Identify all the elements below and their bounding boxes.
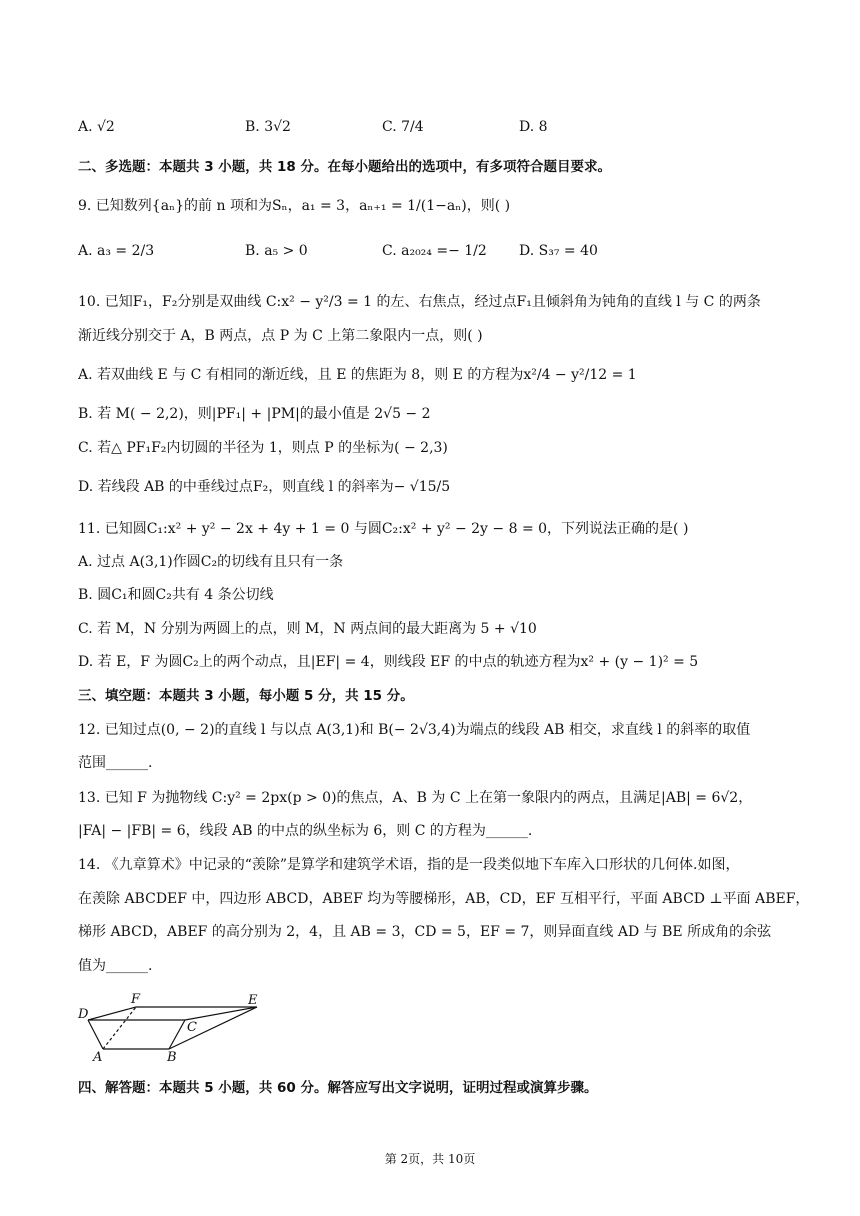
yanchu-solid-figure [76, 990, 276, 1062]
page-footer: 第 2页，共 10页 [384, 1152, 476, 1166]
q9-option-c: C. a₂₀₂₄ =− 1/2 [382, 243, 487, 259]
q8-option-b: B. 3√2 [245, 119, 291, 135]
vertex-label-a: A [93, 1050, 103, 1062]
q9-option-a: A. a₃ = 2/3 [78, 243, 155, 259]
q11-option-c: C. 若 M，N 分别为两圆上的点，则 M，N 两点间的最大距离为 5 + √10 [78, 621, 537, 637]
vertex-label-b: B [167, 1050, 177, 1062]
q8-option-c: C. 7/4 [382, 119, 424, 135]
q11-option-a: A. 过点 A(3,1)作圆C₂的切线有且只有一条 [78, 554, 344, 570]
q8-option-d: D. 8 [519, 119, 548, 135]
q11-option-b: B. 圆C₁和圆C₂共有 4 条公切线 [78, 587, 274, 603]
q9-option-b: B. a₅ > 0 [245, 243, 308, 259]
question-12-line2: 范围______. [78, 755, 153, 771]
q10-option-c: C. 若△ PF₁F₂内切圆的半径为 1，则点 P 的坐标为( − 2,3) [78, 440, 448, 456]
edge-da [88, 1020, 103, 1049]
vertex-label-f: F [131, 992, 141, 1007]
question-13-line2: |FA| − |FB| = 6，线段 AB 的中点的纵坐标为 6，则 C 的方程为______. [78, 823, 533, 839]
edge-df [88, 1007, 136, 1020]
q11-option-d: D. 若 E，F 为圆C₂上的两个动点，且|EF| = 4，则线段 EF 的中点的轨迹方程为x² + (y − 1)² = 5 [78, 654, 699, 670]
question-14-line1: 14. 《九章算术》中记录的“羡除”是算学和建筑学术语，指的是一段类似地下车库入口形状的几何体.如图， [78, 857, 740, 873]
vertex-label-d: D [78, 1007, 89, 1022]
vertex-label-e: E [248, 993, 258, 1008]
q10-option-a: A. 若双曲线 E 与 C 有相同的渐近线，且 E 的焦距为 8，则 E 的方程为x²/4 − y²/12 = 1 [78, 367, 637, 383]
q9-option-d: D. S₃₇ = 40 [519, 243, 598, 259]
q10-option-d: D. 若线段 AB 的中垂线过点F₂，则直线 l 的斜率为− √15/5 [78, 479, 451, 495]
question-12-line1: 12. 已知过点(0, − 2)的直线 l 与以点 A(3,1)和 B(− 2√3,4)为端点的线段 AB 相交，求直线 l 的斜率的取值 [78, 722, 751, 738]
question-13-line1: 13. 已知 F 为抛物线 C:y² = 2px(p > 0)的焦点，A、B 为 C 上在第一象限内的两点，且满足|AB| = 6√2， [78, 790, 753, 806]
question-9-stem: 9. 已知数列{aₙ}的前 n 项和为Sₙ，a₁ = 3，aₙ₊₁ = 1/(1−aₙ)，则( ) [78, 198, 511, 214]
question-10-stem-line2: 渐近线分别交于 A，B 两点，点 P 为 C 上第二象限内一点，则( ) [78, 328, 483, 344]
section-heading-solutions: 四、解答题：本题共 5 小题，共 60 分。解答应写出文字说明，证明过程或演算步骤。 [78, 1080, 598, 1096]
q8-option-a: A. √2 [78, 119, 115, 135]
question-14-line4: 值为______. [78, 958, 153, 974]
section-heading-fill-in: 三、填空题：本题共 3 小题，每小题 5 分，共 15 分。 [78, 688, 414, 704]
edge-af-hidden [103, 1007, 136, 1049]
edge-be [169, 1007, 257, 1049]
question-11-stem: 11. 已知圆C₁:x² + y² − 2x + 4y + 1 = 0 与圆C₂:x² + y² − 2y − 8 = 0，下列说法正确的是( ) [78, 521, 689, 537]
section-heading-multiple-choice: 二、多选题：本题共 3 小题，共 18 分。在每小题给出的选项中，有多项符合题目要求。 [78, 159, 611, 175]
edge-ce [185, 1007, 257, 1020]
question-14-line2: 在羡除 ABCDEF 中，四边形 ABCD，ABEF 均为等腰梯形，AB，CD，EF 互相平行，平面 ABCD ⊥平面 ABEF， [78, 891, 810, 907]
vertex-label-c: C [187, 1020, 197, 1035]
question-14-line3: 梯形 ABCD，ABEF 的高分别为 2，4，且 AB = 3，CD = 5，EF = 7，则异面直线 AD 与 BE 所成角的余弦 [78, 924, 772, 940]
question-10-stem-line1: 10. 已知F₁，F₂分别是双曲线 C:x² − y²/3 = 1 的左、右焦点，经过点F₁且倾斜角为钝角的直线 l 与 C 的两条 [78, 294, 761, 310]
q10-option-b: B. 若 M( − 2,2)，则|PF₁| + |PM|的最小值是 2√5 − 2 [78, 406, 431, 422]
